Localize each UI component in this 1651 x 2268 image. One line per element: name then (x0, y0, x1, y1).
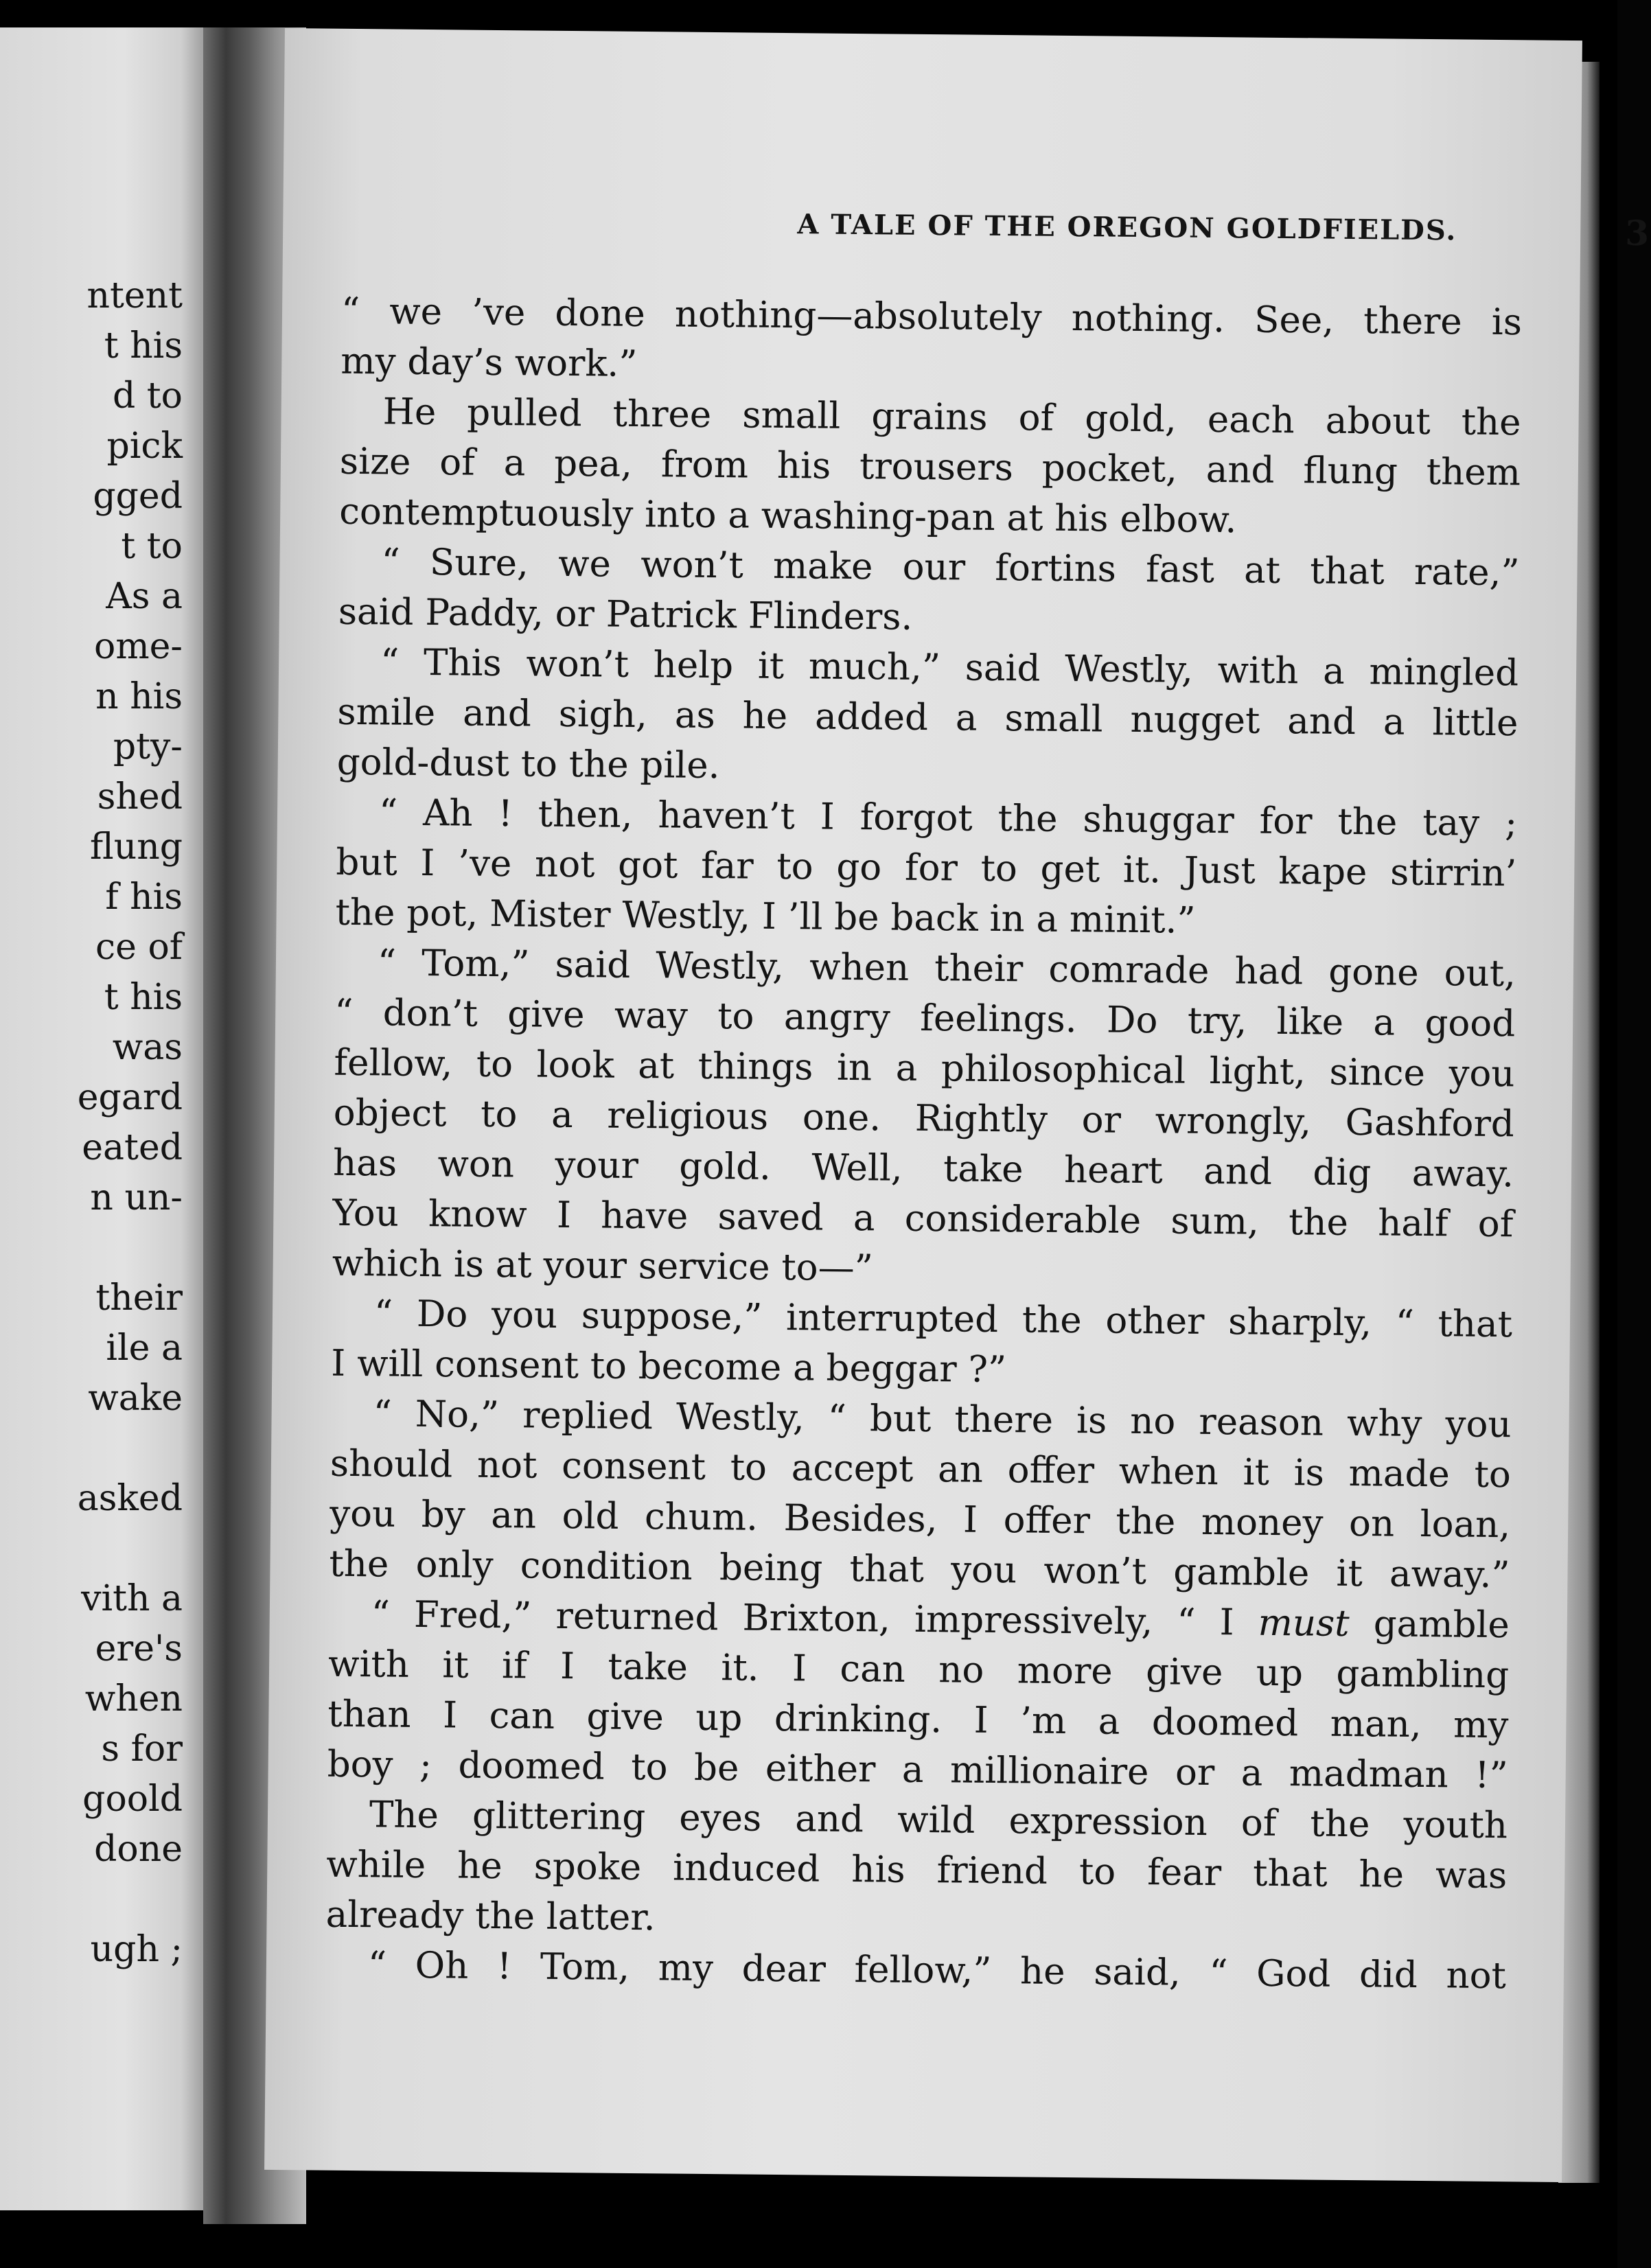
text-line: “ we ’ve done nothing—absolutely nothing. See, there is (340, 290, 1523, 344)
text-line: already the latter. (325, 1893, 656, 1939)
text-line: has won your gold. Well, take heart and dig away. (332, 1142, 1514, 1196)
text-line: contemptuously into a washing-pan at his elbow. (338, 490, 1237, 542)
left-page-line: As a (106, 576, 183, 617)
text-line: “ This won’t help it much,” said Westly, with a mingled (380, 641, 1519, 695)
left-page-line: their (95, 1277, 183, 1319)
text-line: gold-dust to the pile. (336, 741, 720, 787)
left-page-line: ile a (106, 1328, 183, 1369)
current-page (264, 28, 1650, 2182)
left-page-line: t his (104, 977, 183, 1018)
text-line: than I can give up drinking. I ’m a doomed man, my (327, 1693, 1509, 1747)
body-text (325, 286, 1523, 2001)
left-page-line: egard (77, 1077, 183, 1118)
text-line: I will consent to become a beggar ?” (331, 1342, 1007, 1391)
left-page-line: s for (101, 1728, 183, 1770)
left-page-line: gged (93, 476, 183, 517)
left-page-line: n his (95, 676, 183, 717)
left-page-line: done (94, 1829, 183, 1870)
left-page-line: asked (77, 1478, 183, 1519)
text-line: size of a pea, from his trousers pocket, and flung them (339, 440, 1521, 494)
text-line: but I ’ve not got far to go for to get it. Just kape stirrin’ (336, 841, 1517, 895)
text-line: “ Oh ! Tom, my dear fellow,” he said, “ God did not (367, 1944, 1507, 1998)
left-page-line: ere's (95, 1628, 183, 1669)
previous-page-fragment (0, 27, 206, 2210)
left-page-line: eated (82, 1127, 183, 1168)
text-line: “ Fred,” returned Brixton, impressively, “ I must gamble (371, 1593, 1510, 1647)
left-page-line: was (112, 1027, 183, 1068)
left-page-line: ome- (94, 626, 183, 667)
page-number: 3 (1624, 212, 1650, 254)
text-line: smile and sigh, as he added a small nugget and a little (337, 691, 1519, 745)
text-line: “ Sure, we won’t make our fortins fast at that rate,” (381, 541, 1520, 594)
text-line: with it if I take it. I can no more give up gambling (327, 1643, 1510, 1697)
left-page-line: t to (121, 526, 183, 567)
text-line: “ don’t give way to angry feelings. Do try, like a good (334, 991, 1516, 1045)
text-line: fellow, to look at things in a philosophical light, since you (334, 1041, 1515, 1096)
text-line: You know I have saved a considerable sum, the half of (332, 1192, 1514, 1246)
left-page-line: n un- (90, 1177, 183, 1218)
text-line: the pot, Mister Westly, I ’ll be back in a minit.” (335, 891, 1196, 942)
text-line: the only condition being that you won’t gamble it away.” (329, 1542, 1510, 1597)
text-line: which is at your service to—” (332, 1242, 874, 1290)
running-title: A TALE OF THE OREGON GOLDFIELDS. (797, 208, 1457, 247)
text-line: The glittering eyes and wild expression of the youth (369, 1794, 1508, 1847)
text-line: said Paddy, or Patrick Flinders. (338, 590, 913, 638)
left-page-line: ce of (95, 927, 183, 968)
text-line: “ Ah ! then, haven’t I forgot the shuggar for the tay ; (378, 791, 1518, 845)
left-page-line: goold (82, 1779, 183, 1820)
left-page-line: pick (106, 426, 183, 467)
text-line: should not consent to accept an offer when it is made to (330, 1442, 1512, 1496)
left-page-line: vith a (81, 1578, 183, 1619)
text-line: boy ; doomed to be either a millionaire or a madman !” (327, 1743, 1508, 1797)
text-line: object to a religious one. Rightly or wrongly, Gashford (333, 1091, 1515, 1146)
left-page-line: ugh ; (90, 1929, 183, 1970)
text-line: “ Tom,” said Westly, when their comrade had gone out, (377, 942, 1516, 995)
left-page-line: f his (105, 877, 183, 918)
text-line: my day’s work.” (340, 340, 638, 385)
text-line: you by an old chum. Besides, I offer the money on loan, (329, 1492, 1511, 1547)
left-page-line: d to (112, 375, 183, 417)
left-page-line: flung (90, 826, 183, 868)
text-line: “ No,” replied Westly, “ but there is no reason why you (373, 1393, 1512, 1446)
text-line: while he spoke induced his friend to fear that he was (326, 1843, 1508, 1897)
emphasis: must (1258, 1601, 1350, 1645)
text-line: He pulled three small grains of gold, each about the (382, 391, 1521, 444)
left-page-line: shed (97, 776, 183, 818)
left-page-line: t his (104, 325, 183, 367)
left-page-line: when (84, 1678, 183, 1720)
left-page-line: pty- (113, 726, 183, 767)
left-page-line: wake (88, 1378, 183, 1419)
text-line: “ Do you suppose,” interrupted the other sharply, “ that (373, 1293, 1513, 1346)
left-page-line: ntent (86, 275, 183, 316)
